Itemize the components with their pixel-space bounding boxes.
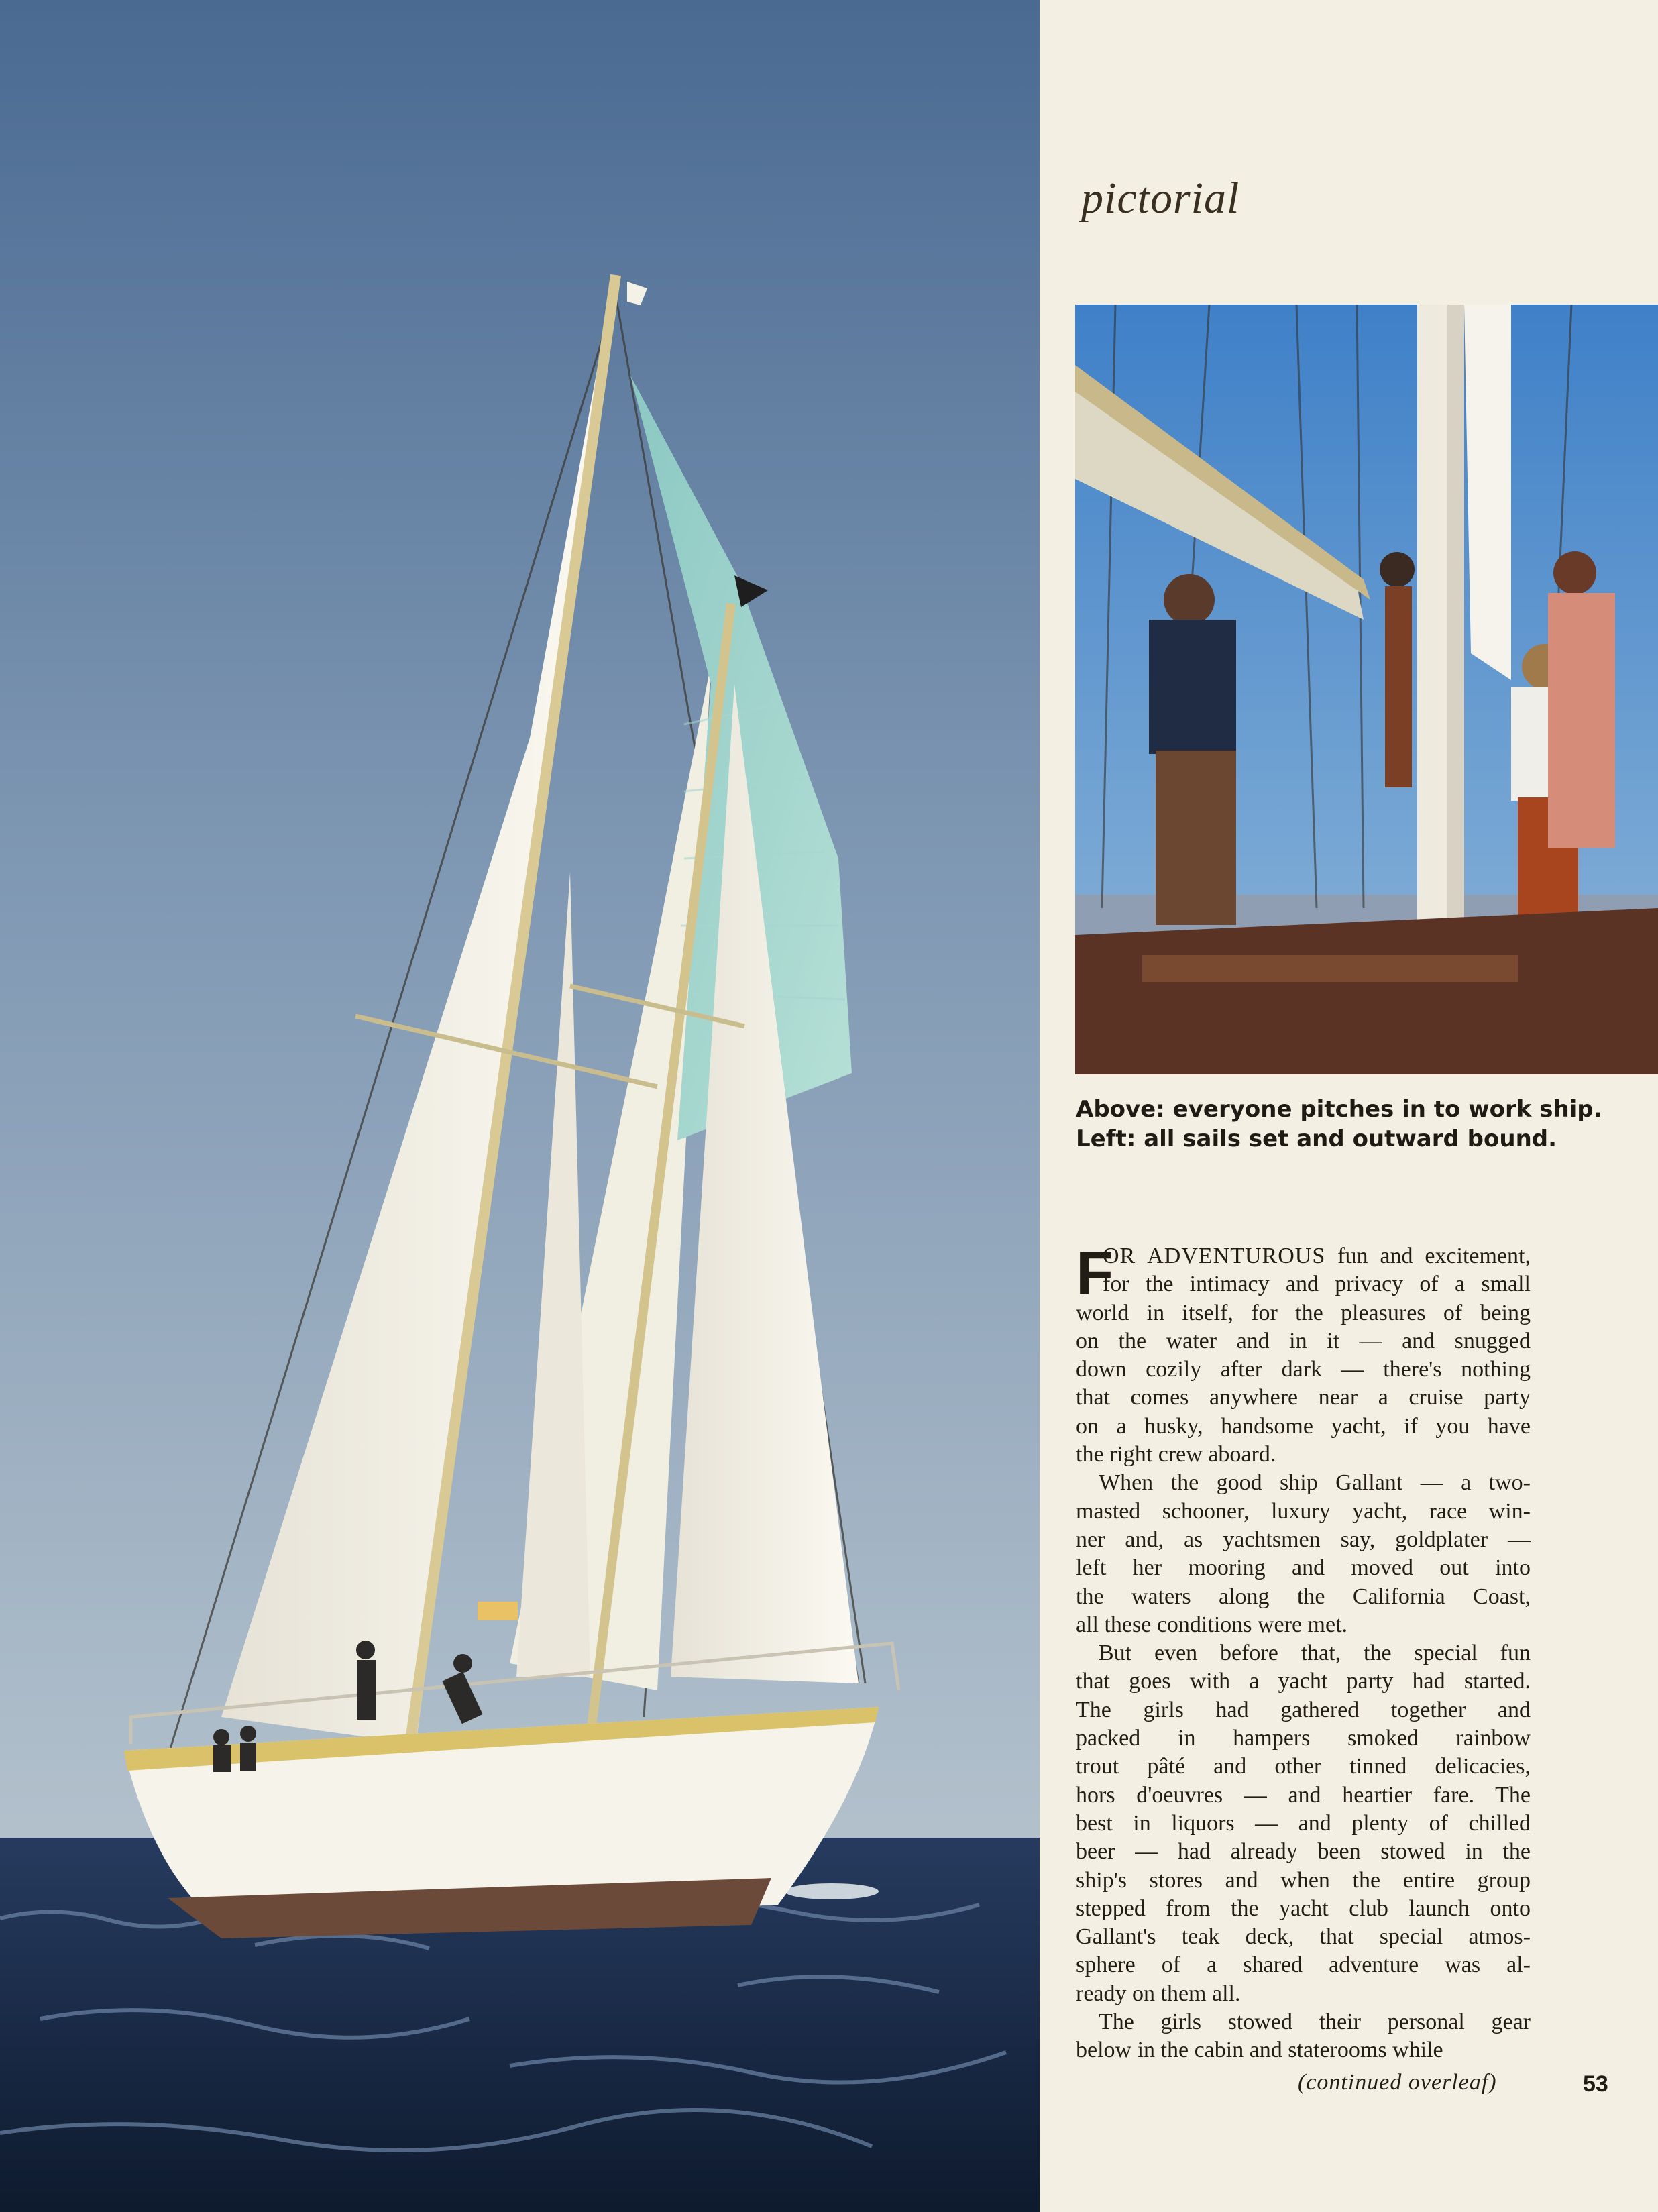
article-line: beer — had already been stowed in the (1076, 1839, 1531, 1865)
article-line: When the good ship Gallant — a two- (1099, 1470, 1531, 1496)
article-line: sphere of a shared adventure was al- (1076, 1952, 1531, 1978)
article-line: left her mooring and moved out into (1076, 1555, 1531, 1581)
article-line: world in itself, for the pleasures of being (1076, 1300, 1531, 1325)
crew-illustration (1075, 305, 1658, 1074)
section-label: pictorial (1081, 174, 1240, 223)
article-line: stepped from the yacht club launch onto (1076, 1895, 1531, 1921)
continued-note: (continued overleaf) (1298, 2070, 1497, 2095)
article-line: The girls had gathered together and (1076, 1697, 1531, 1722)
article-line: hors d'oeuvres — and heartier fare. The (1076, 1782, 1531, 1808)
article-line: masted schooner, luxury yacht, race win- (1076, 1498, 1531, 1524)
crew-working-photo (1075, 305, 1658, 1074)
stern-flag (478, 1602, 518, 1620)
article-line-text: fun and excitement, (1325, 1243, 1531, 1268)
mast-shadow (1447, 305, 1464, 975)
article-line: the waters along the California Coast, (1076, 1584, 1531, 1609)
article-line: that goes with a yacht party had started. (1076, 1669, 1531, 1694)
man-in-blue (1149, 574, 1236, 925)
article-line: But even before that, the special fun (1099, 1641, 1531, 1666)
drop-cap: F (1076, 1239, 1114, 1307)
page-number: 53 (1583, 2071, 1608, 2097)
crew-photo-deck (1075, 908, 1658, 1074)
article-line: that comes anywhere near a cruise party (1076, 1385, 1531, 1411)
article-line: packed in hampers smoked rainbow (1076, 1726, 1531, 1751)
caption-line-above: Above: everyone pitches in to work ship. (1076, 1096, 1602, 1123)
article-line: The girls stowed their personal gear (1099, 2009, 1531, 2035)
article-line: down cozily after dark — there's nothing (1076, 1357, 1531, 1382)
article-line: below in the cabin and staterooms while (1076, 2038, 1443, 2063)
article-line: ship's stores and when the entire group (1076, 1867, 1531, 1893)
hoisted-sail (1464, 305, 1511, 680)
article-line: all these conditions were met. (1076, 1612, 1348, 1637)
article-line: for the intimacy and privacy of a small (1103, 1272, 1531, 1297)
article-line: on the water and in it — and snugged (1076, 1328, 1531, 1353)
lead-small-caps: OR ADVENTUROUS (1103, 1243, 1326, 1268)
photo-caption (1076, 1095, 1602, 1154)
deck-beam (1142, 955, 1518, 982)
caption-line-left: Left: all sails set and outward bound. (1076, 1125, 1557, 1152)
article-line: ready on them all. (1076, 1981, 1241, 2006)
article-body (1076, 1239, 1531, 2065)
article-line: Gallant's teak deck, that special atmos- (1076, 1924, 1531, 1950)
article-line: trout pâté and other tinned delicacies, (1076, 1754, 1531, 1779)
article-line: ner and, as yachtsmen say, goldplater — (1076, 1527, 1531, 1552)
woman-in-pink (1548, 551, 1615, 848)
article-line: best in liquors — and plenty of chilled (1076, 1810, 1531, 1836)
article-line (1076, 1242, 1531, 1270)
article-line: the right crew aboard. (1076, 1442, 1276, 1468)
article-line: on a husky, handsome yacht, if you have (1076, 1413, 1531, 1439)
